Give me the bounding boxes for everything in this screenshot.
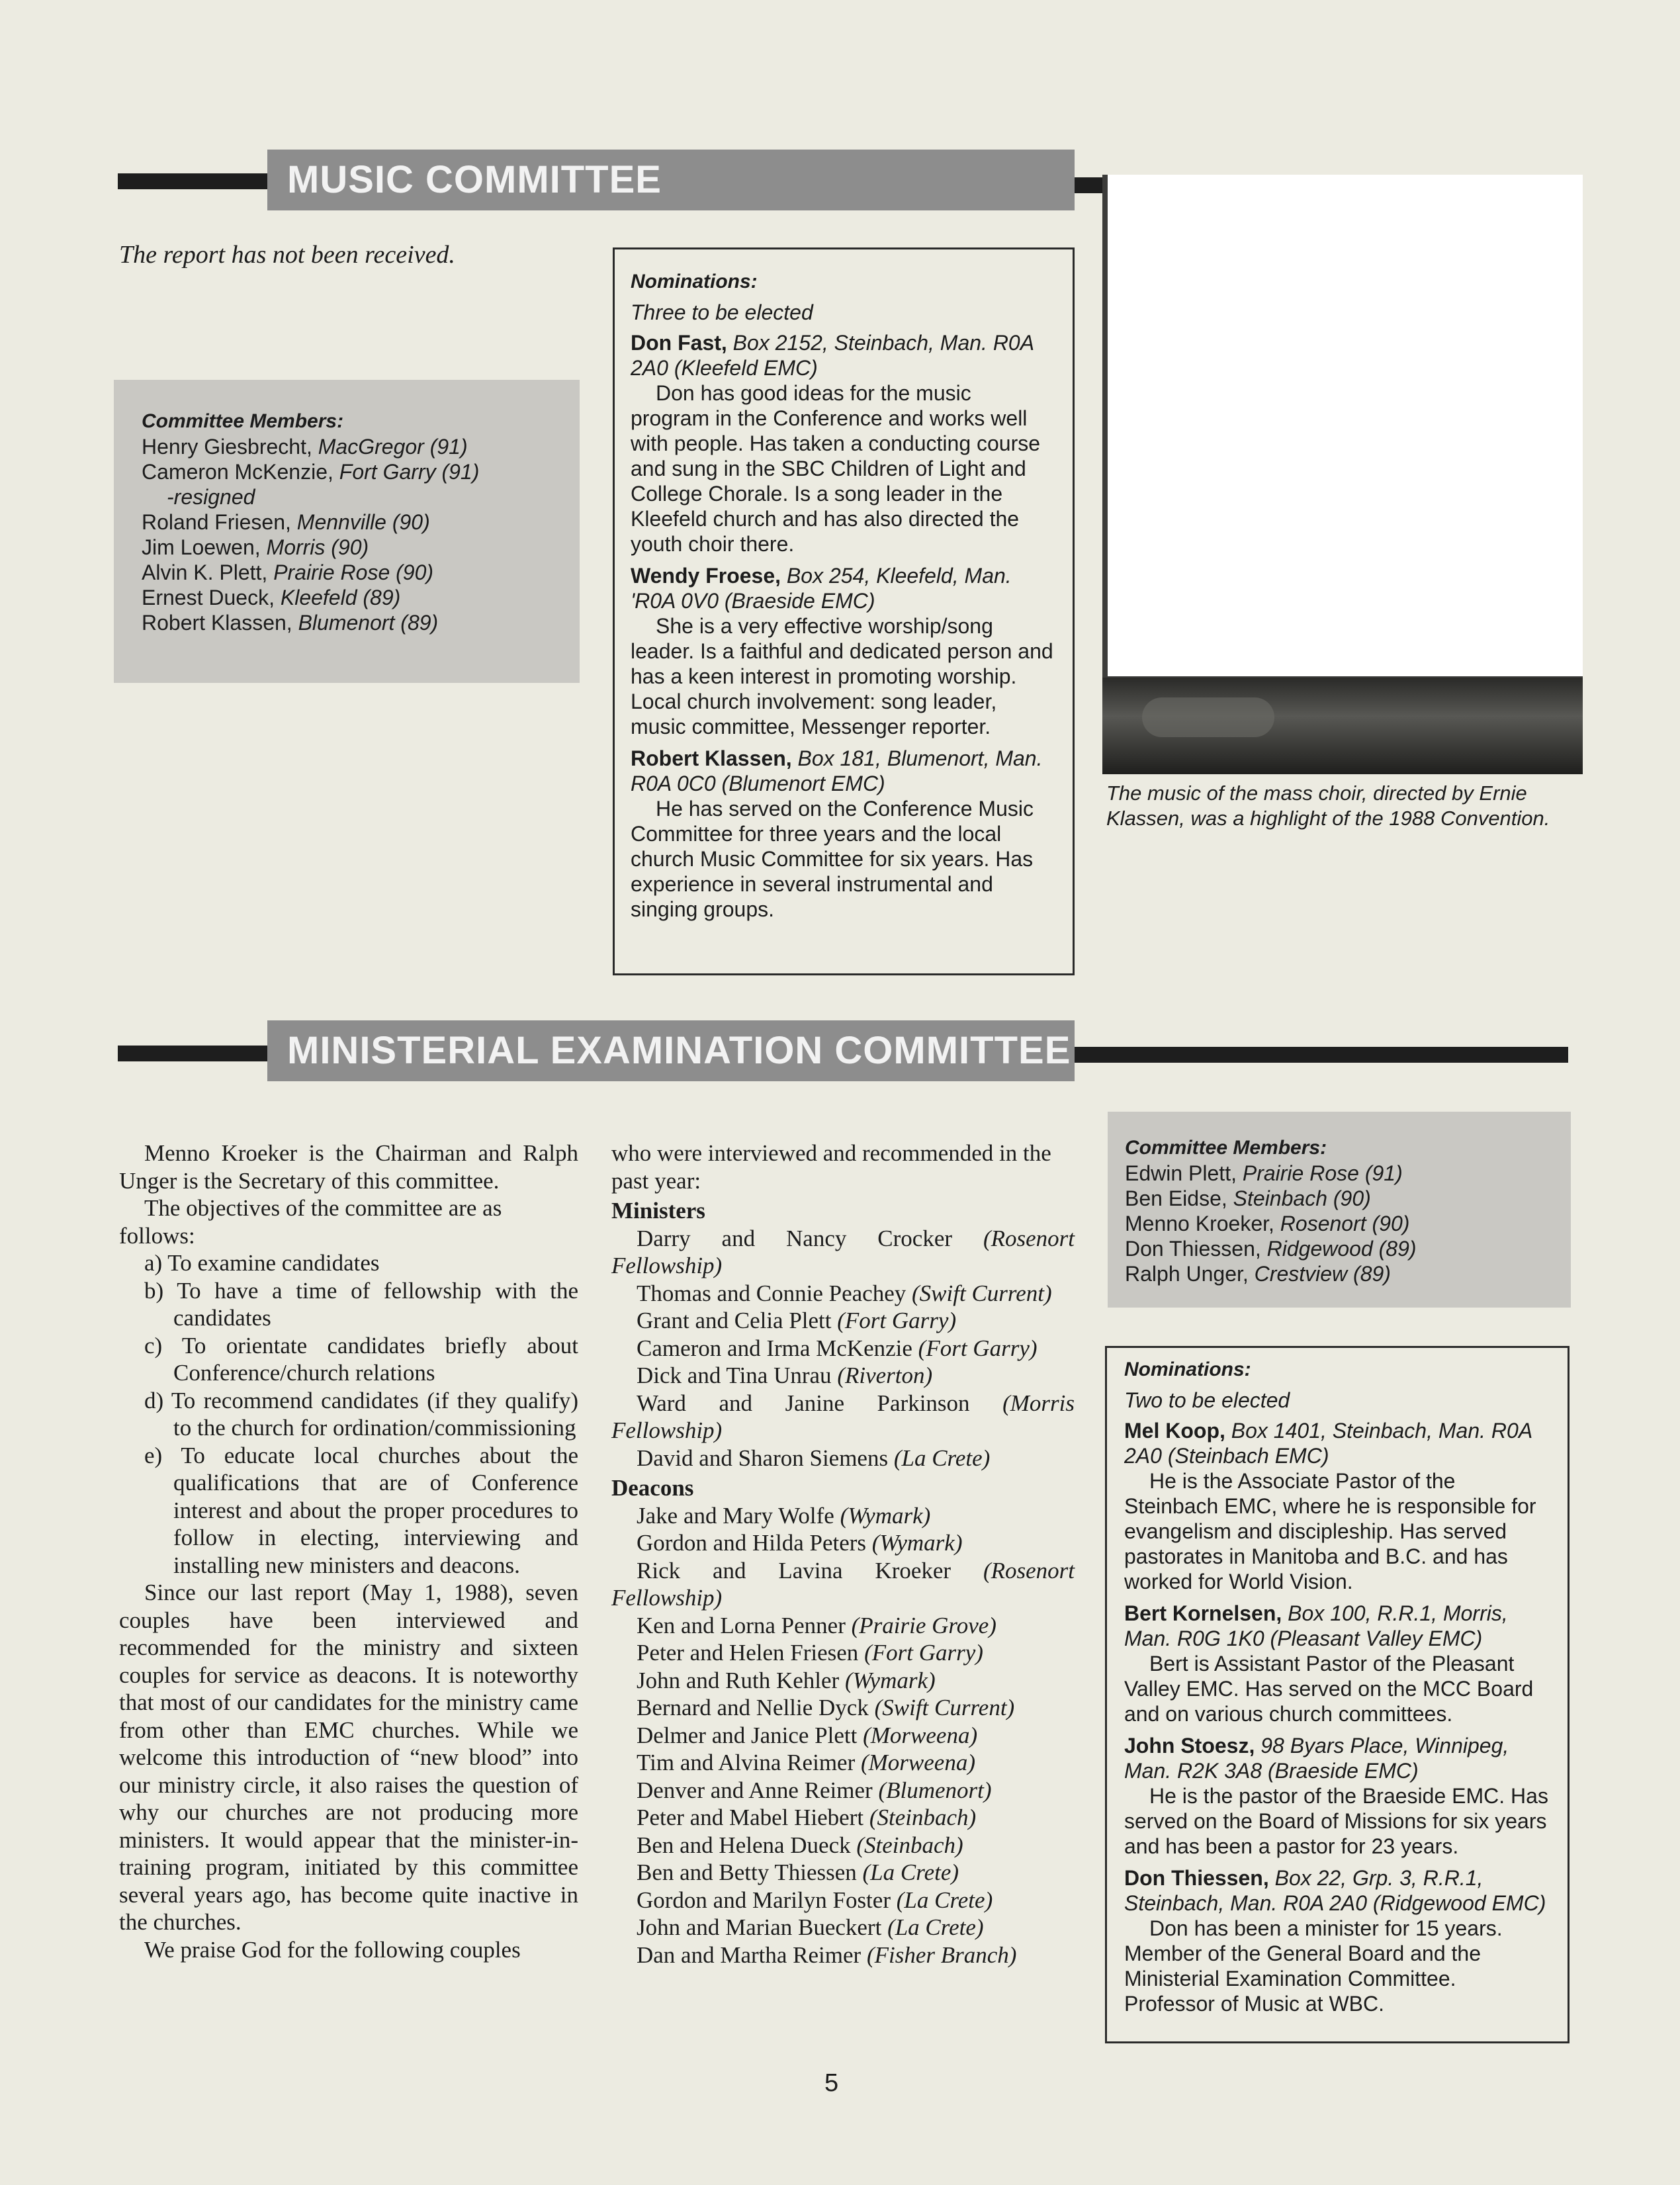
candidate-bio: Bert is Assistant Pastor of the Pleasant Valley EMC. Has served on the MCC Board and on various church committees. — [1124, 1652, 1534, 1726]
couple-place: (La Crete) — [893, 1445, 991, 1471]
couple-item — [611, 1722, 1075, 1750]
member-row — [1125, 1186, 1571, 1211]
report-note: The report has not been received. — [119, 241, 455, 269]
music-rule-left — [118, 173, 270, 189]
candidate-name: Bert Kornelsen, — [1124, 1601, 1282, 1625]
member-name: Ralph Unger, — [1125, 1262, 1255, 1286]
couple-place: (Fort Garry) — [837, 1308, 957, 1333]
page-number: 5 — [824, 2069, 839, 2097]
couple-item — [611, 1612, 1075, 1640]
music-nominations-box — [613, 247, 1075, 975]
member-name: Edwin Plett, — [1125, 1161, 1243, 1185]
praise-line: We praise God for the following couples — [144, 1936, 521, 1963]
member-name: Alvin K. Plett, — [142, 560, 274, 584]
music-members-label: Committee Members: — [142, 410, 344, 432]
music-nominations-label: Nominations: — [631, 271, 758, 292]
couple-names: Jake and Mary Wolfe — [637, 1502, 840, 1529]
member-place: Steinbach (90) — [1233, 1186, 1371, 1210]
couple-names: Peter and Helen Friesen — [637, 1640, 865, 1666]
objective-item: a) To examine candidates — [144, 1250, 380, 1276]
ministerial-nominations-count: Two to be elected — [1124, 1388, 1290, 1412]
music-members-list — [142, 434, 580, 635]
couple-names: Denver and Anne Reimer — [637, 1777, 879, 1803]
couple-names: Ben and Betty Thiessen — [637, 1859, 863, 1885]
couple-item — [611, 1887, 1075, 1914]
couple-place: (Rosenort Fellowship) — [611, 1557, 1075, 1611]
candidate-address: Box 181, Blumenort, Man. R0A 0C0 (Blumenort EMC) — [631, 746, 1043, 795]
candidate-bio: Don has been a minister for 15 years. Member of the General Board and the Ministerial Examination Committee. Professor of Music at WBC. — [1124, 1916, 1503, 2016]
couple-names: John and Marian Bueckert — [637, 1914, 888, 1940]
music-members-box — [114, 380, 580, 683]
ministerial-nominations-label: Nominations: — [1124, 1359, 1251, 1380]
candidate-bio: He has served on the Conference Music Committee for three years and the local church Music Committee for six years. Has experience in several instrumental and singing groups. — [631, 797, 1034, 921]
continued-text: who were interviewed and recommended in the past year: — [611, 1140, 1051, 1194]
couple-place: (Riverton) — [837, 1362, 933, 1388]
ministerial-candidates — [1124, 1418, 1552, 2016]
ministerial-nominations-box — [1105, 1346, 1569, 2043]
couple-place: (Swift Current) — [874, 1695, 1015, 1720]
couple-place: (Prairie Grove) — [851, 1612, 996, 1638]
couple-place: (La Crete) — [887, 1914, 984, 1940]
couple-names: Ken and Lorna Penner — [637, 1612, 852, 1638]
couple-place: (Wymark) — [840, 1502, 931, 1529]
couple-item — [611, 1307, 1075, 1335]
member-row — [142, 510, 580, 535]
member-name: Jim Loewen, — [142, 535, 267, 559]
couple-names: Tim and Alvina Reimer — [637, 1750, 861, 1775]
music-committee-title: MUSIC COMMITTEE — [267, 150, 1075, 210]
couple-names: Dick and Tina Unrau — [637, 1362, 838, 1388]
candidate-bio: He is the Associate Pastor of the Steinbach EMC, where he is responsible for evangelism and discipleship. Has served pastorates in Manitoba and B.C. and has worked for World Vision. — [1124, 1469, 1536, 1593]
candidate-name: Don Fast, — [631, 331, 727, 355]
couple-place: (Fort Garry) — [918, 1335, 1038, 1361]
ministerial-rule-left — [118, 1046, 270, 1061]
deacons-list — [611, 1502, 1075, 1969]
photo-caption: The music of the mass choir, directed by Ernie Klassen, was a highlight of the 1988 Convention. — [1106, 781, 1550, 830]
ministers-heading: Ministers — [611, 1198, 705, 1224]
candidate-heading — [631, 563, 1054, 613]
couple-item — [611, 1445, 1075, 1472]
couple-names: Darry and Nancy Crocker — [637, 1225, 983, 1251]
member-row — [1125, 1211, 1571, 1236]
candidate-address: Box 22, Grp. 3, R.R.1, Steinbach, Man. R0A 2A0 (Ridgewood EMC) — [1124, 1866, 1546, 1915]
couple-item — [611, 1362, 1075, 1390]
candidate-heading — [631, 746, 1054, 796]
couple-names: Peter and Mabel Hiebert — [637, 1805, 869, 1830]
member-row — [142, 484, 580, 510]
member-place: Ridgewood (89) — [1266, 1237, 1417, 1261]
member-place: Rosenort (90) — [1280, 1212, 1410, 1235]
couple-place: (Blumenort) — [878, 1777, 992, 1803]
couple-names: John and Ruth Kehler — [637, 1667, 845, 1693]
candidate-name: Mel Koop, — [1124, 1419, 1225, 1443]
member-row — [142, 434, 580, 459]
candidate-bio: He is the pastor of the Braeside EMC. Has served on the Board of Missions for six years and has been a pastor for 23 years. — [1124, 1784, 1548, 1858]
couple-names: Gordon and Hilda Peters — [637, 1530, 872, 1556]
ministerial-members-box — [1108, 1112, 1571, 1308]
candidate-name: Wendy Froese, — [631, 564, 781, 588]
couple-names: Delmer and Janice Plett — [637, 1722, 863, 1748]
member-place: MacGregor (91) — [318, 435, 468, 459]
objectives-list — [119, 1249, 578, 1579]
music-rule-right — [1075, 177, 1105, 193]
candidate-heading — [1124, 1865, 1552, 1916]
candidate-address: Box 1401, Steinbach, Man. R0A 2A0 (Steinbach EMC) — [1124, 1419, 1532, 1468]
photo-redaction — [1108, 175, 1583, 676]
photo-highlight — [1142, 697, 1274, 737]
member-row — [142, 535, 580, 560]
couple-place: (Fort Garry) — [864, 1640, 983, 1666]
couple-item — [611, 1749, 1075, 1777]
music-candidates — [631, 330, 1054, 922]
ministerial-members-list — [1125, 1161, 1571, 1286]
choir-photo — [1102, 175, 1583, 774]
candidate-bio: She is a very effective worship/song leader. Is a faithful and dedicated person and has a keen interest in promoting worship. Local church involvement: song leader, music committee, Messenger reporter. — [631, 614, 1053, 738]
objective-item: b) To have a time of fellowship with the candidates — [144, 1277, 578, 1331]
candidate-address: Box 254, Kleefeld, Man. 'R0A 0V0 (Braeside EMC) — [631, 564, 1012, 613]
couple-names: Thomas and Connie Peachey — [637, 1280, 912, 1306]
member-name: Robert Klassen, — [142, 611, 298, 635]
member-name: Cameron McKenzie, — [142, 460, 339, 484]
couple-item — [611, 1390, 1075, 1445]
member-place: Fort Garry (91) — [339, 460, 480, 484]
couple-item — [611, 1225, 1075, 1280]
ministerial-middle-column — [611, 1139, 1075, 1969]
member-row — [142, 560, 580, 585]
couple-item — [611, 1280, 1075, 1308]
couple-item — [611, 1777, 1075, 1805]
candidate-heading — [631, 330, 1054, 380]
member-row — [1125, 1261, 1571, 1286]
candidate-address: Box 100, R.R.1, Morris, Man. R0G 1K0 (Pleasant Valley EMC) — [1124, 1601, 1508, 1650]
member-name: Ernest Dueck, — [142, 586, 281, 609]
couple-item — [611, 1832, 1075, 1859]
couple-place: (Swift Current) — [912, 1280, 1052, 1306]
member-row — [1125, 1161, 1571, 1186]
ministers-list — [611, 1225, 1075, 1472]
objective-item: d) To recommend candidates (if they qualify) to the church for ordination/commissioning — [144, 1387, 578, 1441]
candidate-heading — [1124, 1601, 1552, 1651]
couple-place: (Wymark) — [871, 1530, 963, 1556]
member-place: Prairie Rose (91) — [1242, 1161, 1403, 1185]
member-place: Kleefeld (89) — [280, 586, 401, 609]
couple-place: (Rosenort Fellowship) — [611, 1225, 1075, 1278]
couple-names: Ben and Helena Dueck — [637, 1832, 857, 1858]
objective-item: c) To orientate candidates briefly about Conference/church relations — [144, 1332, 578, 1386]
objective-item: e) To educate local churches about the qualifications that are of Conference interest and about the proper procedures to follow in electing, interviewing and installing new ministers and deacons. — [144, 1442, 578, 1578]
couple-names: Rick and Lavina Kroeker — [637, 1557, 983, 1583]
member-name: Henry Giesbrecht, — [142, 435, 318, 459]
candidate-name: Don Thiessen, — [1124, 1866, 1269, 1890]
couple-names: Bernard and Nellie Dyck — [637, 1695, 875, 1720]
couple-place: (Morris Fellowship) — [611, 1390, 1075, 1443]
couple-place: (Wymark) — [844, 1667, 936, 1693]
couple-place: (Steinbach) — [869, 1805, 977, 1830]
couple-item — [611, 1667, 1075, 1695]
couple-item — [611, 1804, 1075, 1832]
couple-names: Cameron and Irma McKenzie — [637, 1335, 918, 1361]
candidate-address: Box 2152, Steinbach, Man. R0A 2A0 (Kleefeld EMC) — [631, 331, 1034, 380]
since-report: Since our last report (May 1, 1988), seven couples have been interviewed and recommended for the ministry and sixteen couples for service as deacons. It is noteworthy that most of our candidates for the ministry came from other than EMC churches. While we welcome this introduction of “new blood” into our ministry circle, it also raises the question of why our churches are not producing more ministers. It would appear that the minister-in-training program, initiated by this committee several years ago, has become quite inactive in the churches. — [119, 1580, 578, 1935]
couple-item — [611, 1529, 1075, 1557]
couple-place: (La Crete) — [896, 1887, 993, 1913]
ministerial-left-column — [119, 1139, 578, 1963]
couple-names: Gordon and Marilyn Foster — [637, 1887, 897, 1913]
member-name: Menno Kroeker, — [1125, 1212, 1280, 1235]
couple-item — [611, 1941, 1075, 1969]
couple-place: (La Crete) — [862, 1859, 959, 1885]
member-place: Crestview (89) — [1254, 1262, 1391, 1286]
member-row — [1125, 1236, 1571, 1261]
couple-names: David and Sharon Siemens — [637, 1445, 894, 1471]
couple-names: Dan and Martha Reimer — [637, 1941, 867, 1968]
candidate-name: John Stoesz, — [1124, 1734, 1255, 1758]
member-place: Morris (90) — [266, 535, 369, 559]
couple-item — [611, 1557, 1075, 1612]
member-name: Don Thiessen, — [1125, 1237, 1267, 1261]
candidate-bio: Don has good ideas for the music program in the Conference and works well with people. Has taken a conducting course and sung in the SBC Children of Light and College Chorale. Is a song leader in the Kleefeld church and has also directed the youth choir there. — [631, 381, 1041, 556]
couple-item — [611, 1639, 1075, 1667]
couple-names: Ward and Janine Parkinson — [637, 1390, 1003, 1416]
deacons-heading: Deacons — [611, 1475, 694, 1501]
couple-item — [611, 1694, 1075, 1722]
music-nominations-count: Three to be elected — [631, 300, 813, 324]
couple-item — [611, 1502, 1075, 1530]
member-row — [142, 585, 580, 610]
member-name: Ben Eidse, — [1125, 1186, 1233, 1210]
member-row — [142, 610, 580, 635]
ministerial-intro: Menno Kroeker is the Chairman and Ralph Unger is the Secretary of this committee. — [119, 1140, 578, 1194]
ministerial-members-label: Committee Members: — [1125, 1137, 1327, 1159]
candidate-name: Robert Klassen, — [631, 746, 792, 770]
member-row — [142, 459, 580, 484]
ministerial-rule-right — [1075, 1047, 1568, 1063]
couple-item — [611, 1914, 1075, 1941]
candidate-heading — [1124, 1733, 1552, 1783]
objectives-intro: The objectives of the committee are as follows: — [119, 1195, 502, 1249]
member-place: Blumenort (89) — [298, 611, 439, 635]
couple-item — [611, 1859, 1075, 1887]
couple-names: Grant and Celia Plett — [637, 1308, 838, 1333]
member-place: -resigned — [167, 485, 255, 509]
couple-place: (Steinbach) — [856, 1832, 963, 1858]
candidate-heading — [1124, 1418, 1552, 1468]
candidate-address: 98 Byars Place, Winnipeg, Man. R2K 3A8 (Braeside EMC) — [1124, 1734, 1509, 1783]
member-place: Mennville (90) — [296, 510, 430, 534]
member-place: Prairie Rose (90) — [273, 560, 434, 584]
couple-item — [611, 1335, 1075, 1362]
couple-place: (Morweena) — [860, 1750, 975, 1775]
member-name: Roland Friesen, — [142, 510, 297, 534]
couple-place: (Morweena) — [863, 1722, 978, 1748]
ministerial-committee-title: MINISTERIAL EXAMINATION COMMITTEE — [267, 1020, 1075, 1081]
couple-place: (Fisher Branch) — [866, 1941, 1017, 1968]
